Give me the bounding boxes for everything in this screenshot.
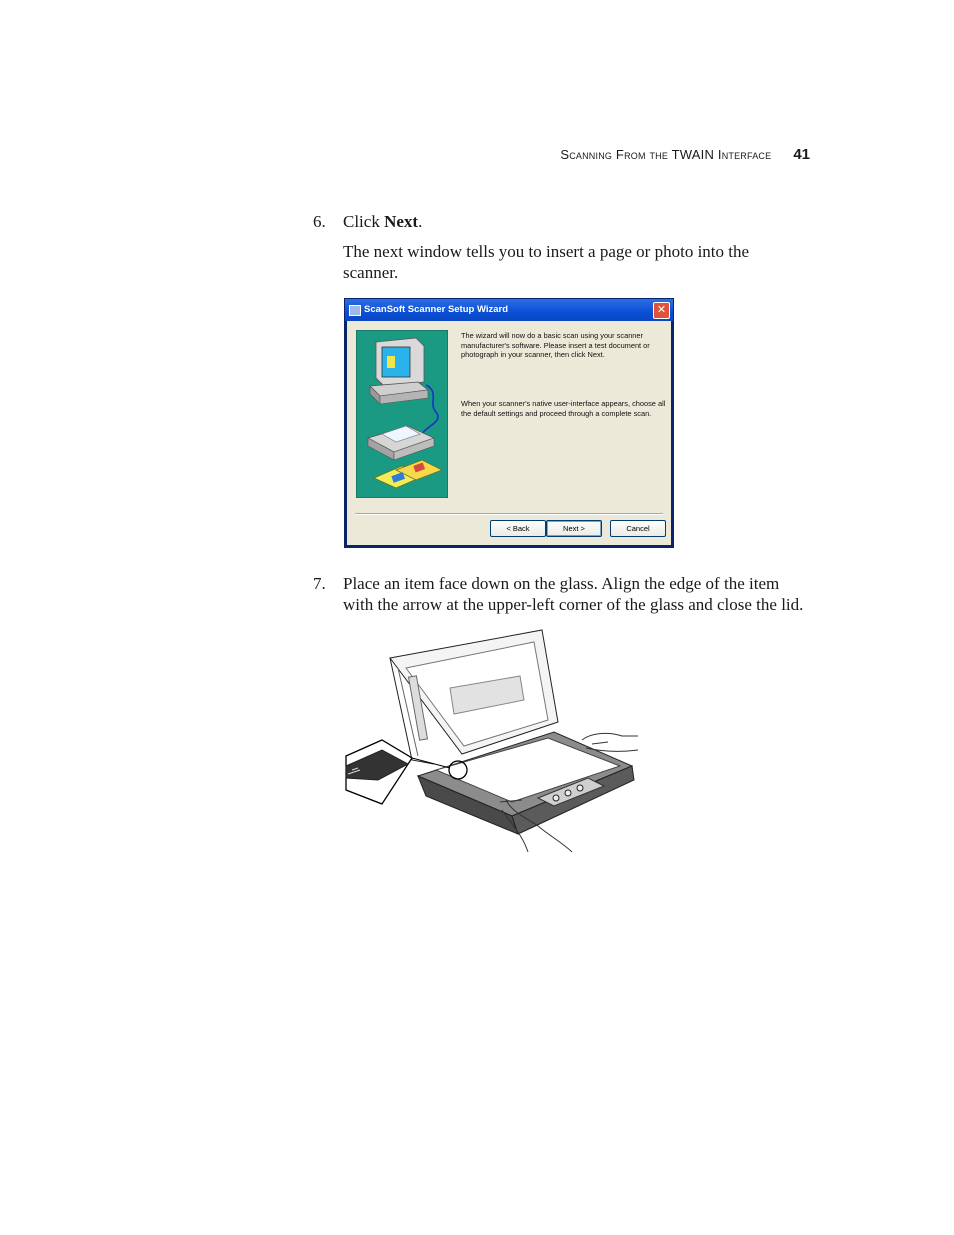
cancel-button[interactable]: Cancel (610, 520, 666, 537)
dialog-titlebar (345, 299, 673, 321)
page-number: 41 (793, 146, 810, 163)
next-keyword: Next (384, 212, 419, 231)
step-number: 6. (313, 212, 326, 231)
section-title: Scanning From the TWAIN Interface (560, 147, 772, 162)
computer-scanner-illustration (356, 330, 448, 498)
dialog-separator (355, 513, 663, 515)
step-text: Place an item face down on the glass. Align the edge of the item with the arrow at the upper-left corner of the glass and close the lid. (343, 574, 804, 614)
scanner-placement-illustration (342, 628, 638, 858)
dialog-message-1: The wizard will now do a basic scan using your scanner manufacturer's software. Please insert a test document or photograph in your scanner, then click Next. (461, 331, 650, 360)
app-icon (349, 305, 361, 316)
running-head (470, 146, 810, 164)
next-button[interactable]: Next > (546, 520, 602, 537)
step-number: 7. (313, 574, 326, 593)
dialog-message-2: When your scanner's native user-interface appears, choose all the default settings and proceed through a complete scan. (461, 399, 666, 418)
back-button[interactable]: < Back (490, 520, 546, 537)
setup-wizard-dialog (344, 298, 674, 548)
dialog-client (347, 321, 671, 545)
close-icon[interactable]: ✕ (653, 302, 670, 319)
step-text: Click Next. (343, 212, 423, 231)
dialog-title: ScanSoft Scanner Setup Wizard (364, 304, 509, 315)
step-6-detail: The next window tells you to insert a page or photo into the scanner. (343, 242, 750, 282)
